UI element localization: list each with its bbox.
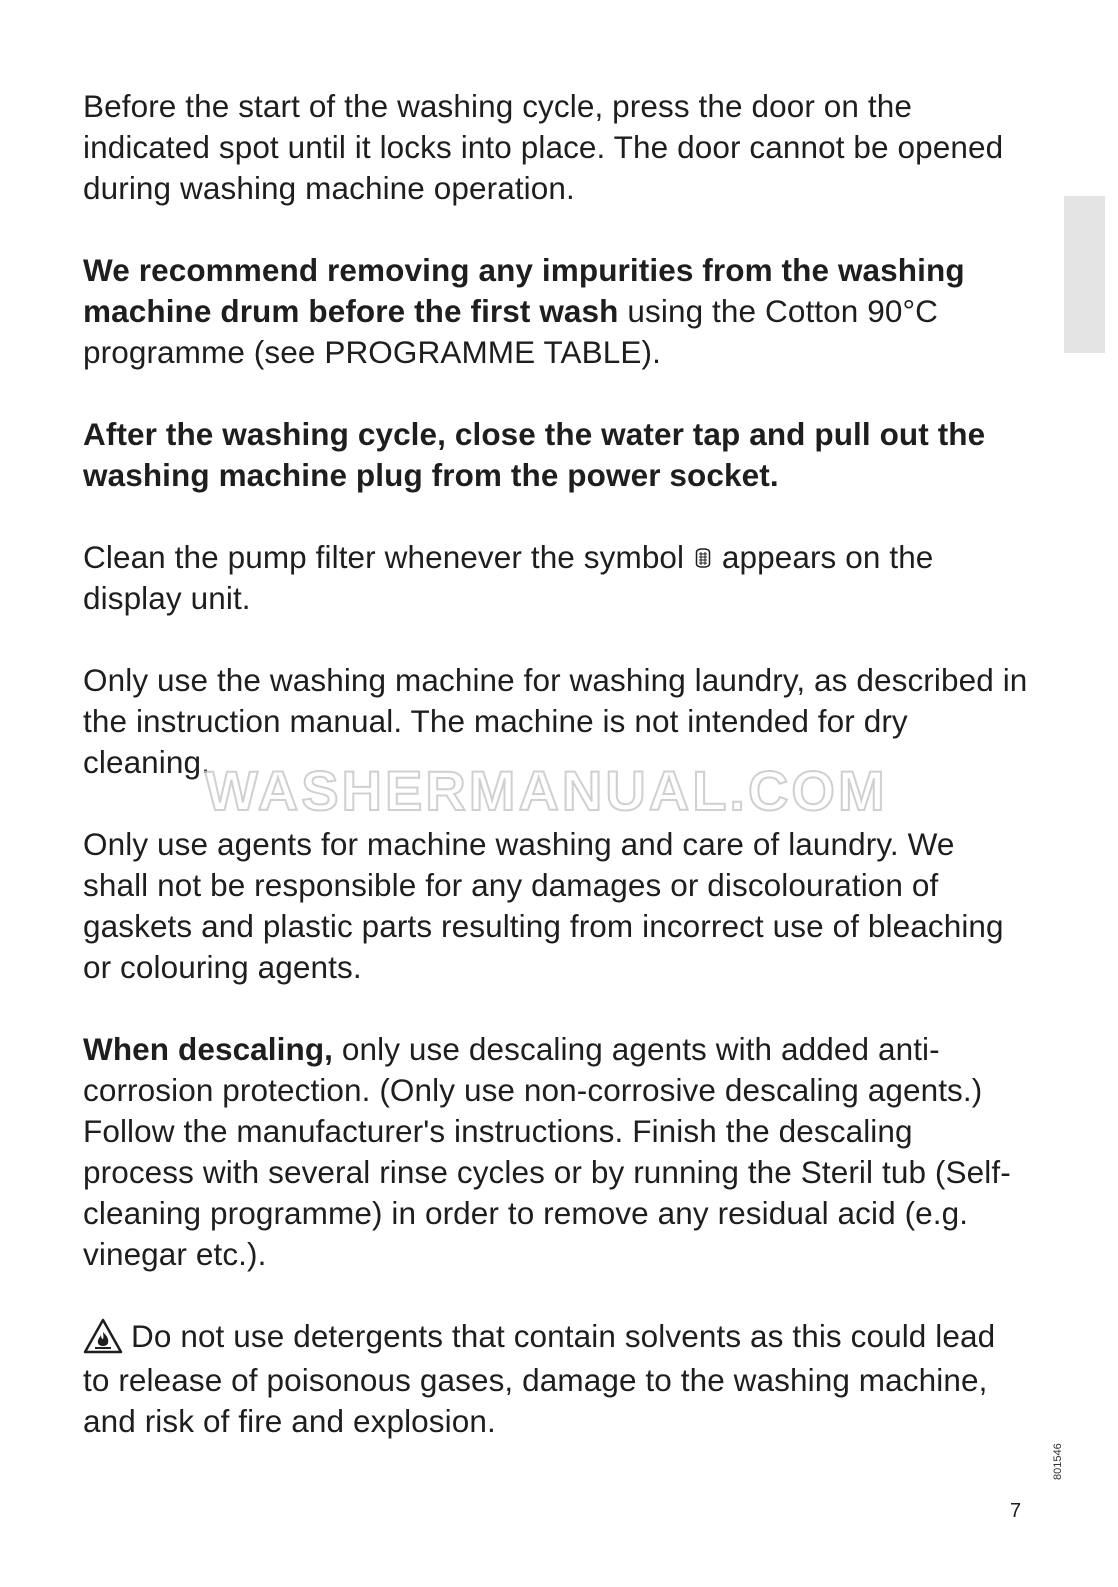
- pump-filter-text-after: appears on the display unit.: [83, 539, 934, 616]
- descaling-text: only use descaling agents with added anti-corrosion protection. (Only use non-corrosive descaling agents.) Follow the manufacturer's instructions. Finish the descaling process with several rinse cycles or by running the Steril tub (Self-cleaning programme) in order to remove any residual acid (e.g. vinegar etc.).: [83, 1031, 1011, 1272]
- paragraph-door-lock: Before the start of the washing cycle, press the door on the indicated spot until it locks into place. The door cannot be opened during washing machine operation.: [83, 88, 1004, 206]
- fire-warning-icon: [83, 1318, 123, 1354]
- paragraph-pump-filter: [83, 537, 1028, 619]
- paragraph-first-wash: [83, 250, 1028, 373]
- page-number: 7: [1010, 1500, 1022, 1522]
- section-tab-marker: [1064, 196, 1105, 353]
- paragraph-solvent-warning: [83, 1316, 1028, 1442]
- paragraph-intended-use: Only use the washing machine for washing laundry, as described in the instruction manual. The machine is not intended for dry cleaning.: [83, 662, 1028, 780]
- first-wash-text: using the Cotton 90°C programme (see PROGRAMME TABLE).: [83, 293, 939, 370]
- paragraph-agents: Only use agents for machine washing and care of laundry. We shall not be responsible for any damages or discolouration of gaskets and plastic parts resulting from incorrect use of bleaching or colouring agents.: [83, 826, 1004, 985]
- descaling-bold-text: When descaling,: [83, 1031, 334, 1067]
- pump-filter-text-before: Clean the pump filter whenever the symbol: [83, 539, 694, 575]
- document-code: 801546: [1052, 1443, 1064, 1480]
- watermark: WASHERMANUAL.COM: [205, 759, 888, 822]
- after-wash-bold-text: After the washing cycle, close the water tap and pull out the washing machine plug from the power socket.: [83, 416, 986, 493]
- paragraph-descaling: [83, 1029, 1028, 1275]
- first-wash-bold-text: We recommend removing any impurities from the washing machine drum before the first wash: [83, 252, 965, 329]
- solvent-warning-text: Do not use detergents that contain solvents as this could lead to release of poisonous gases, damage to the washing machine, and risk of fire and explosion.: [83, 1318, 996, 1439]
- paragraph-after-wash: [83, 414, 1028, 496]
- pump-filter-icon: [695, 547, 711, 569]
